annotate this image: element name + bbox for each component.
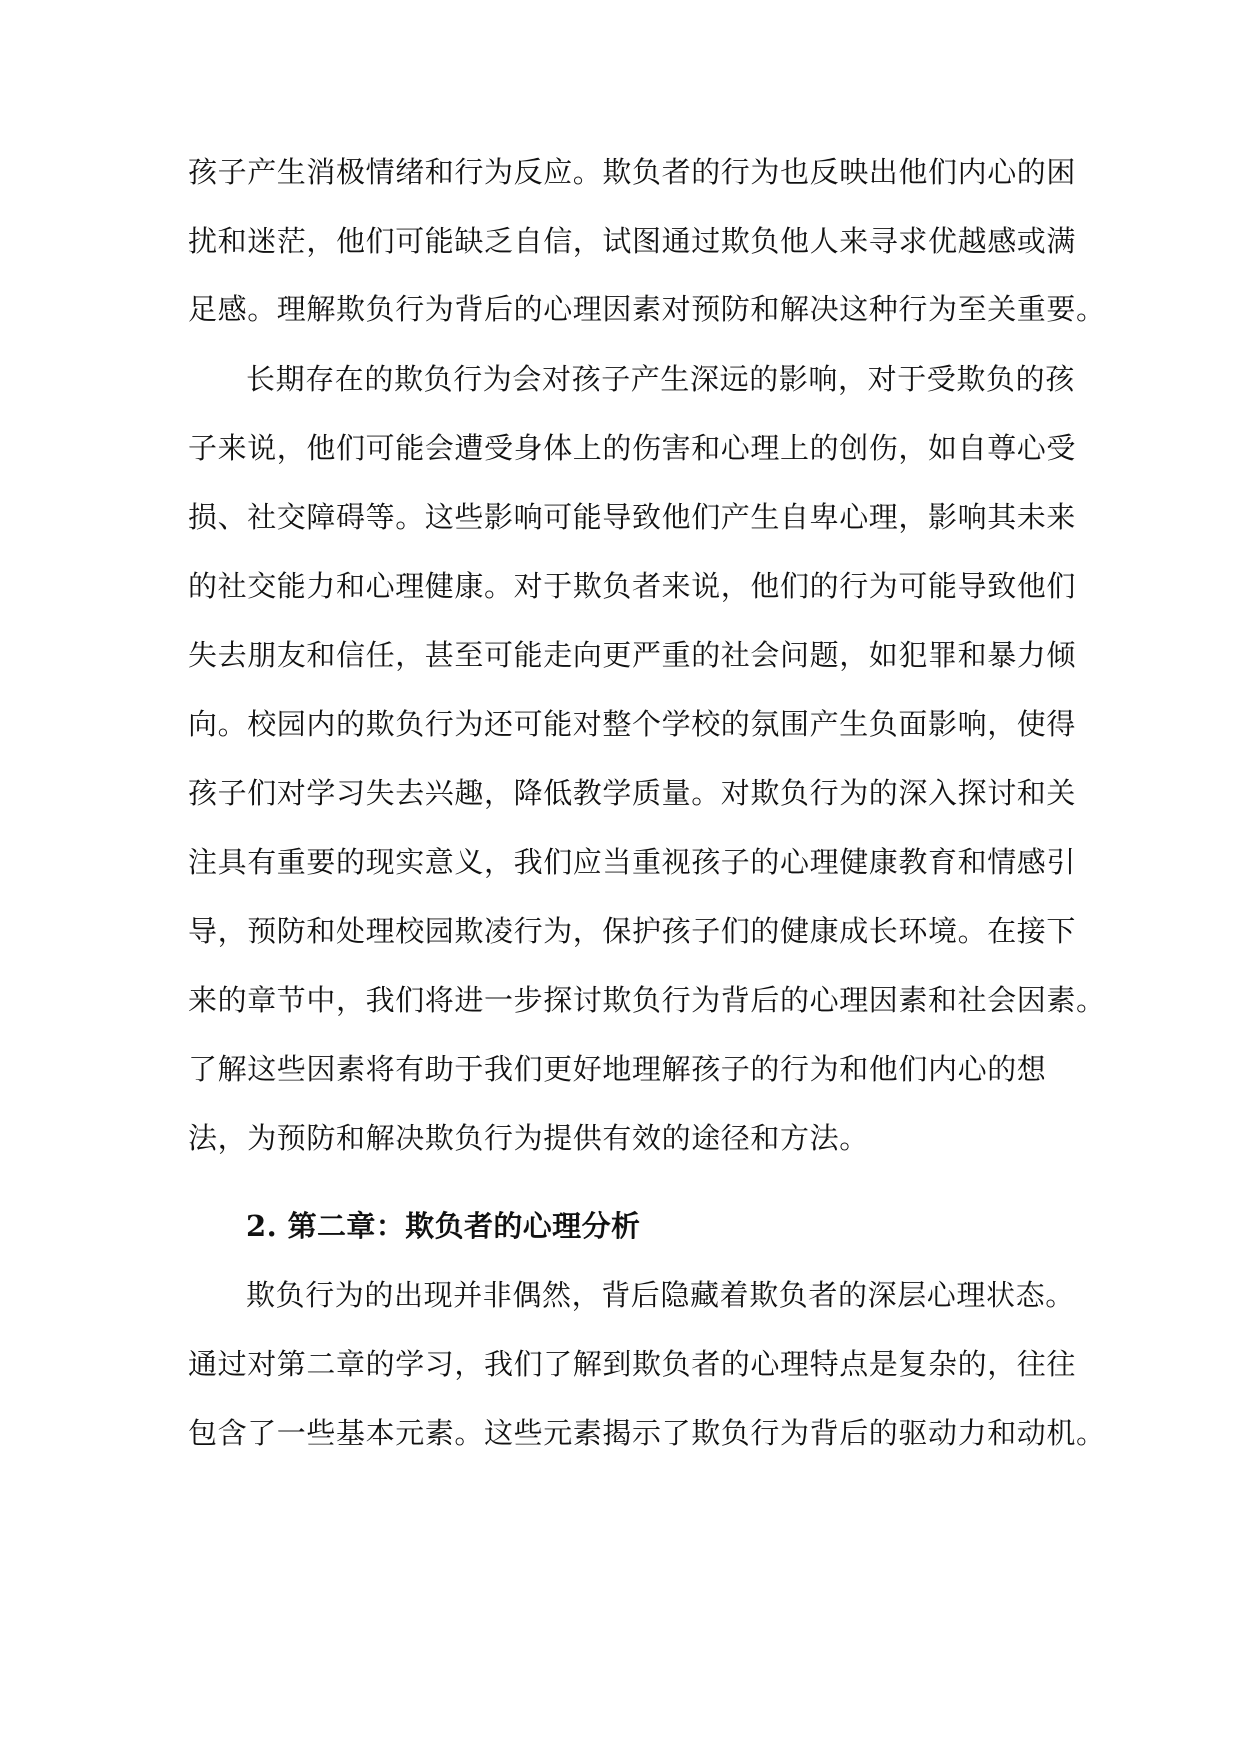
paragraph-2-line-11: 了解这些因素将有助于我们更好地理解孩子的行为和他们内心的想 xyxy=(188,1052,1047,1086)
paragraph-2-line-5: 失去朋友和信任，甚至可能走向更严重的社会问题，如犯罪和暴力倾 xyxy=(188,638,1077,672)
paragraph-2-line-3: 损、社交障碍等。这些影响可能导致他们产生自卑心理，影响其未来 xyxy=(188,500,1077,534)
paragraph-2-line-12: 法，为预防和解决欺负行为提供有效的途径和方法。 xyxy=(188,1121,869,1155)
paragraph-2-line-10: 来的章节中，我们将进一步探讨欺负行为背后的心理因素和社会因素。 xyxy=(188,983,1106,1017)
paragraph-2-line-6: 向。校园内的欺负行为还可能对整个学校的氛围产生负面影响，使得 xyxy=(188,707,1077,741)
paragraph-1-line-2: 扰和迷茫，他们可能缺乏自信，试图通过欺负他人来寻求优越感或满 xyxy=(188,224,1077,258)
section-heading: 2. 第二章：欺负者的心理分析 xyxy=(246,1209,641,1243)
paragraph-3-line-2: 通过对第二章的学习，我们了解到欺负者的心理特点是复杂的，往往 xyxy=(188,1347,1077,1381)
paragraph-1-line-3: 足感。理解欺负行为背后的心理因素对预防和解决这种行为至关重要。 xyxy=(188,292,1106,326)
paragraph-3-line-1: 欺负行为的出现并非偶然，背后隐藏着欺负者的深层心理状态。 xyxy=(246,1278,1075,1312)
paragraph-2-line-4: 的社交能力和心理健康。对于欺负者来说，他们的行为可能导致他们 xyxy=(188,569,1077,603)
paragraph-2-line-1: 长期存在的欺负行为会对孩子产生深远的影响，对于受欺负的孩 xyxy=(246,362,1075,396)
paragraph-2-line-9: 导，预防和处理校园欺凌行为，保护孩子们的健康成长环境。在接下 xyxy=(188,914,1077,948)
paragraph-2-line-8: 注具有重要的现实意义，我们应当重视孩子的心理健康教育和情感引 xyxy=(188,845,1077,879)
paragraph-3-line-3: 包含了一些基本元素。这些元素揭示了欺负行为背后的驱动力和动机。 xyxy=(188,1416,1106,1450)
paragraph-2-line-2: 子来说，他们可能会遭受身体上的伤害和心理上的创伤，如自尊心受 xyxy=(188,431,1077,465)
paragraph-1-line-1: 孩子产生消极情绪和行为反应。欺负者的行为也反映出他们内心的困 xyxy=(188,155,1077,189)
paragraph-2-line-7: 孩子们对学习失去兴趣，降低教学质量。对欺负行为的深入探讨和关 xyxy=(188,776,1077,810)
